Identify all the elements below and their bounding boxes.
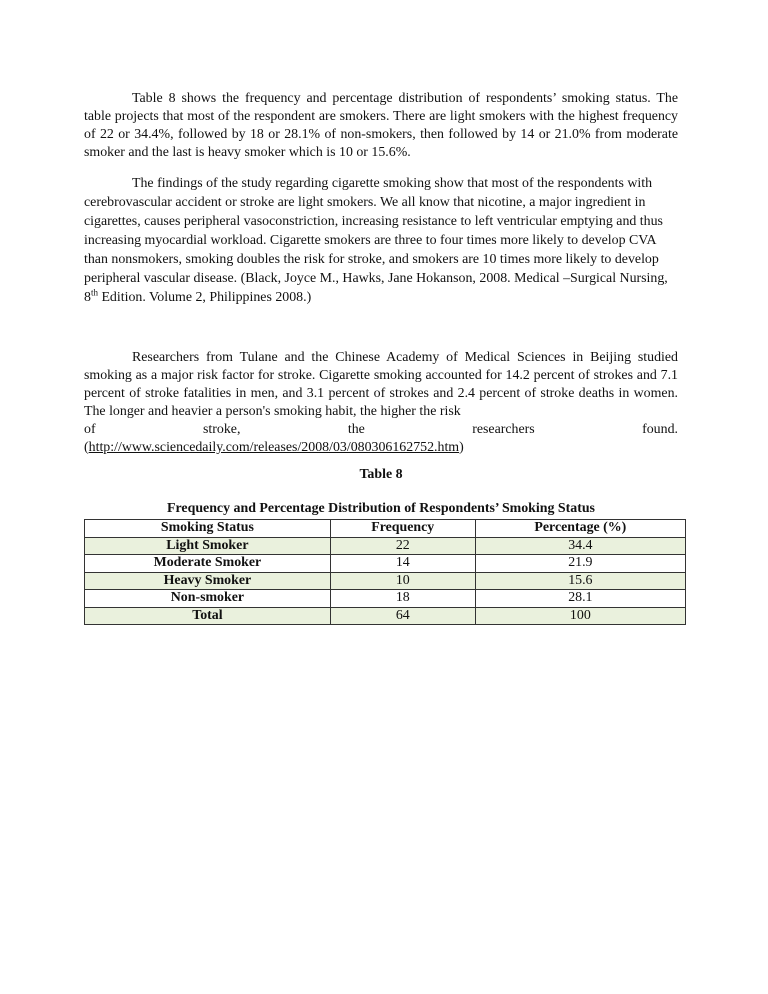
cell-frequency: 18 — [330, 590, 475, 608]
paragraph-research-last-line: of stroke, the researchers found. — [84, 422, 678, 437]
cell-status: Light Smoker — [85, 537, 331, 555]
table-row-total — [85, 607, 686, 625]
header-frequency: Frequency — [330, 520, 475, 538]
paragraph-findings-citation-end: Edition. Volume 2, Philippines 2008.) — [97, 290, 312, 305]
cell-status: Heavy Smoker — [85, 572, 331, 590]
cell-status: Total — [85, 607, 331, 625]
superscript-th: th — [90, 287, 98, 298]
url-open-paren: ( — [84, 440, 89, 455]
cell-percentage: 34.4 — [475, 537, 685, 555]
table-row-moderate-smoker — [85, 555, 686, 573]
paragraph-research-text: Researchers from Tulane and the Chinese Academy of Medical Sciences in Beijing studied smoking as a major risk factor for stroke. Cigarette smoking accounted for 14.2 percent of strokes and 7.1 percent of stroke fatalities in men, and 3.1 percent of strokes and 2.4 percent of stroke deaths in women. The longer and heavier a person's smoking habit, the higher the risk — [84, 350, 678, 419]
header-smoking-status: Smoking Status — [85, 520, 331, 538]
paragraph-findings-text: The findings of the study regarding cigarette smoking show that most of the respondents with cerebrovascular accident or stroke are light smokers. We all know that nicotine, a major ingredient in cigarettes, causes peripheral vasoconstriction, increasing resistance to left ventricular emptying and thus increasing myocardial workload. Cigarette smokers are three to four times more likely to develop CVA than nonsmokers, smoking doubles the risk for stroke, and smokers are 10 times more likely to develop peripheral vascular disease. (Black, Joyce M., Hawks, Jane Hokanson, 2008. Medical –Surgical Nursing, 8 — [84, 176, 668, 305]
source-link[interactable]: http://www.sciencedaily.com/releases/2008/03/080306162752.htm — [88, 440, 460, 455]
cell-status: Moderate Smoker — [85, 555, 331, 573]
cell-percentage: 21.9 — [475, 555, 685, 573]
cell-percentage: 100 — [475, 607, 685, 625]
table-row-non-smoker — [85, 590, 686, 608]
cell-frequency: 14 — [330, 555, 475, 573]
cell-percentage: 15.6 — [475, 572, 685, 590]
document-page — [84, 90, 678, 625]
cell-percentage: 28.1 — [475, 590, 685, 608]
table-row-light-smoker — [85, 537, 686, 555]
citation-url-line — [84, 439, 678, 457]
cell-frequency: 22 — [330, 537, 475, 555]
table-label: Table 8 — [359, 467, 403, 482]
cell-frequency: 64 — [330, 607, 475, 625]
paragraph-findings — [84, 174, 678, 307]
table-caption: Frequency and Percentage Distribution of Respondents’ Smoking Status — [167, 501, 595, 516]
cell-status: Non-smoker — [85, 590, 331, 608]
paragraph-table-summary: Table 8 shows the frequency and percentage distribution of respondents’ smoking status. The table projects that most of the respondent are smokers. There are light smokers with the highest frequency of 22 or 34.4%, followed by 18 or 28.1% of non-smokers, then followed by 14 or 21.0% from moderate smoker and the last is heavy smoker which is 10 or 15.6%. — [84, 91, 678, 160]
cell-frequency: 10 — [330, 572, 475, 590]
url-close-paren: ) — [459, 440, 464, 455]
table-row-heavy-smoker — [85, 572, 686, 590]
paragraph-research — [84, 349, 678, 457]
header-percentage: Percentage (%) — [475, 520, 685, 538]
table-header-row — [85, 520, 686, 538]
smoking-status-table — [84, 519, 686, 625]
